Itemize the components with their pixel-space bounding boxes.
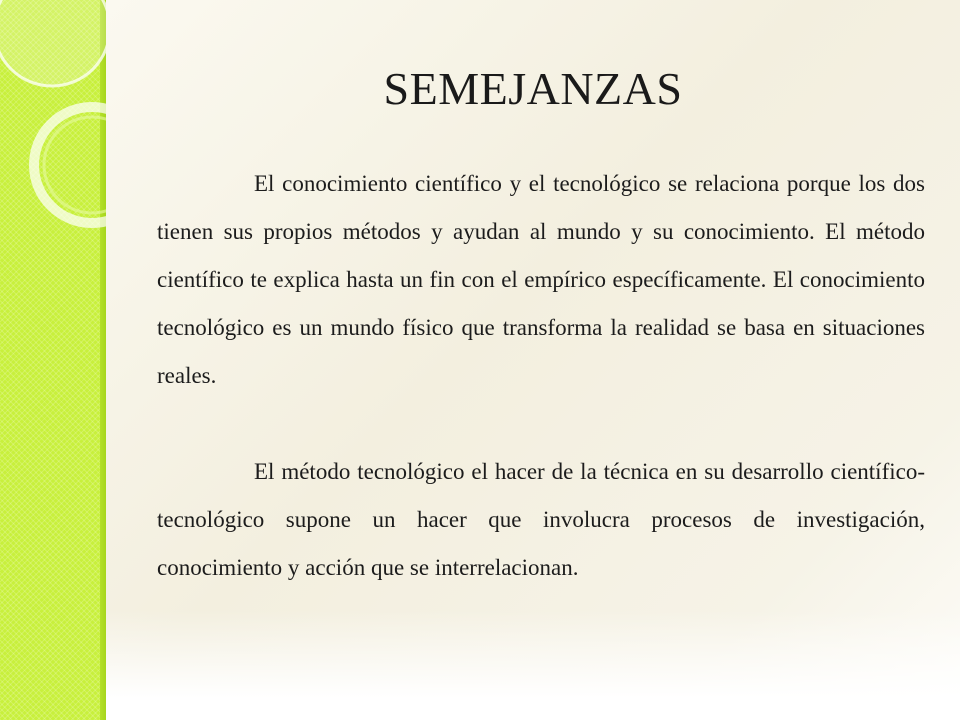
slide-title: SEMEJANZAS [383,63,683,114]
content-fade [106,610,960,720]
paragraph-similarities: El conocimiento científico y el tecnológico se relaciona porque los dos tienen sus propios métodos y ayudan al mundo y su conocimiento. El método científico te explica hasta un fin con el empírico específicamente. El conocimiento tecnológico es un mundo físico que transforma la realidad se basa en situaciones reales. [157,171,925,388]
paragraph-technological-method: El método tecnológico el hacer de la técnica en su desarrollo científico- tecnológico supone un hacer que involucra procesos de investigación, conocimiento y acción que se interrelacionan. [157,459,925,580]
